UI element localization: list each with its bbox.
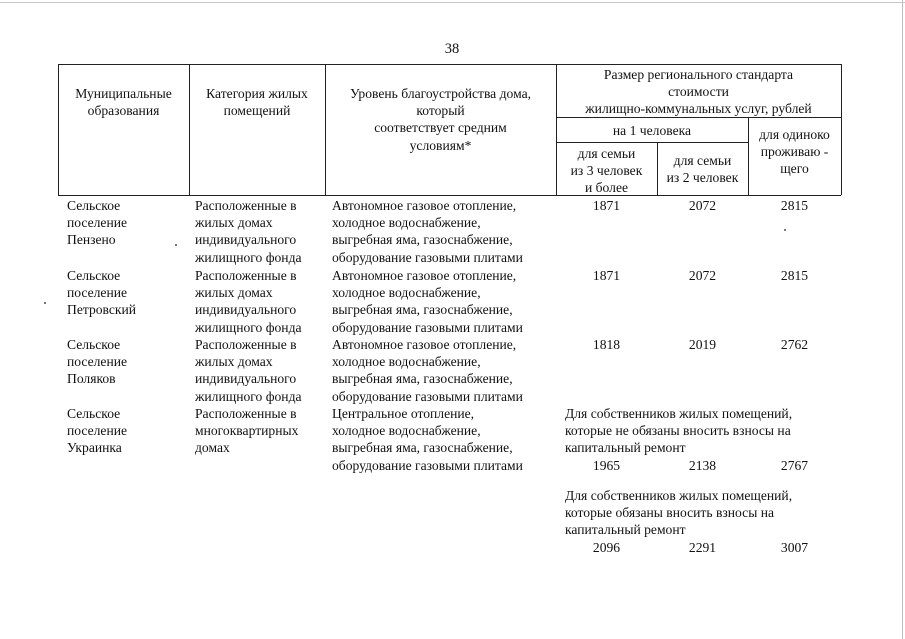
col-border-6 [841, 64, 842, 195]
page-number: 38 [444, 41, 460, 57]
header-per-person: на 1 человека [612, 123, 692, 138]
value-family3: 1818 [592, 337, 621, 352]
value-family2: 2138 [688, 458, 717, 473]
value-family2: 2291 [688, 540, 717, 555]
header-family2: для семьи из 2 человек [666, 153, 739, 186]
value-family3: 1871 [592, 268, 621, 283]
row-category: Расположенные в жилых домах индивидуального жилищного фонда [195, 268, 302, 335]
value-family2: 2019 [688, 337, 717, 352]
header-category: Категория жилых помещений [206, 86, 308, 119]
header-single: для одиноко проживаю - щего [759, 127, 830, 177]
owner-note-obliged: Для собственников жилых помещений, которые обязаны вносить взносы на капитальный ремонт [565, 488, 793, 538]
value-single: 3007 [780, 540, 809, 555]
per-person-subheader-border [556, 142, 748, 143]
row-level: Центральное отопление, холодное водоснабжение, выгребная яма, газоснабжение, оборудование газовыми плитами [332, 406, 523, 473]
owner-note-not-obliged: Для собственников жилых помещений, которые не обязаны вносить взносы на капитальный ремонт [565, 406, 793, 456]
col-border-0 [58, 64, 59, 195]
header-municipality: Муниципальные образования [75, 86, 172, 119]
value-family3: 1871 [592, 198, 621, 213]
value-family3: 1965 [592, 458, 621, 473]
page-right-edge [902, 0, 903, 639]
row-category: Расположенные в жилых домах индивидуального жилищного фонда [195, 198, 302, 265]
value-single: 2815 [780, 268, 809, 283]
header-top-border [58, 64, 841, 65]
scan-speck [175, 244, 177, 246]
value-family3: 2096 [592, 540, 621, 555]
row-municipality: Сельское поселение Петровский [67, 268, 137, 318]
scan-speck [44, 302, 46, 304]
header-bottom-border [58, 195, 841, 196]
value-single: 2815 [780, 198, 809, 213]
row-level: Автономное газовое отопление, холодное водоснабжение, выгребная яма, газоснабжение, оборудование газовыми плитами [332, 337, 523, 404]
row-level: Автономное газовое отопление, холодное водоснабжение, выгребная яма, газоснабжение, оборудование газовыми плитами [332, 198, 523, 265]
header-family3: для семьи из 3 человек и более [570, 146, 643, 196]
col-border-1 [189, 64, 190, 195]
page-top-edge [0, 2, 905, 3]
row-municipality: Сельское поселение Пензено [67, 198, 128, 248]
header-standard: Размер регионального стандарта стоимости жилищно-коммунальных услуг, рублей [585, 67, 812, 117]
row-category: Расположенные в многоквартирных домах [195, 406, 299, 456]
scan-speck [784, 229, 786, 231]
value-family2: 2072 [688, 198, 717, 213]
row-municipality: Сельское поселение Поляков [67, 337, 128, 387]
row-level: Автономное газовое отопление, холодное водоснабжение, выгребная яма, газоснабжение, оборудование газовыми плитами [332, 268, 523, 335]
row-category: Расположенные в жилых домах индивидуального жилищного фонда [195, 337, 302, 404]
value-single: 2767 [780, 458, 809, 473]
header-level: Уровень благоустройства дома, который соответствует средним условиям* [349, 86, 532, 153]
value-single: 2762 [780, 337, 809, 352]
row-municipality: Сельское поселение Украинка [67, 406, 128, 456]
value-family2: 2072 [688, 268, 717, 283]
